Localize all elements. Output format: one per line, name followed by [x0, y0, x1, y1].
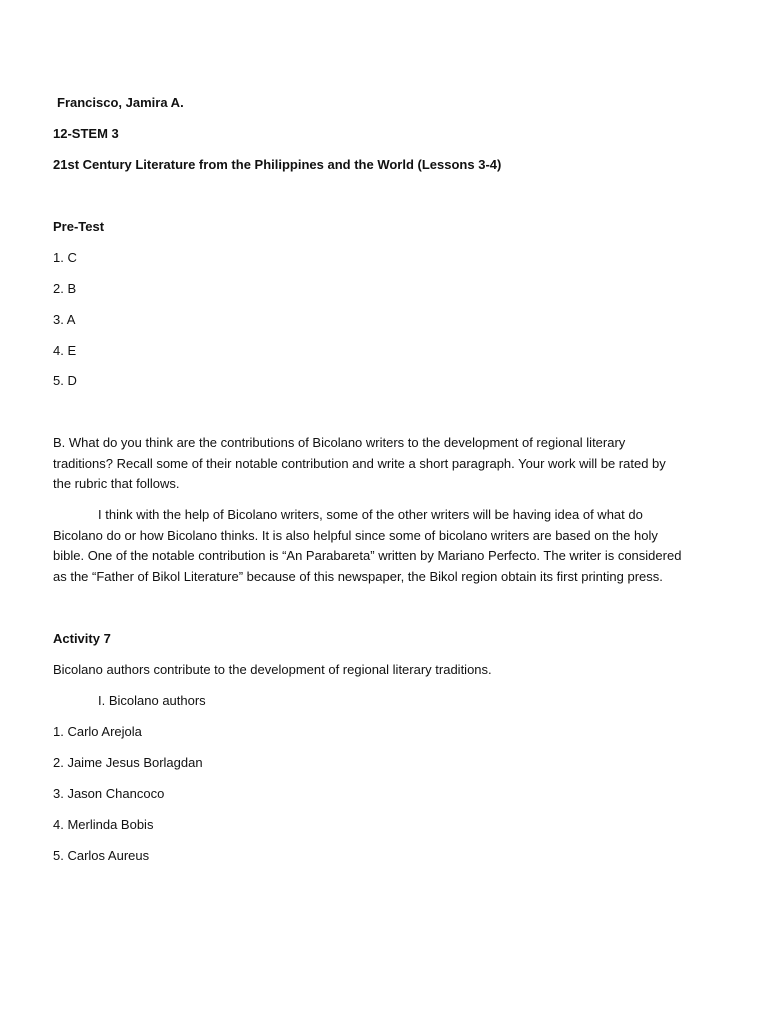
pretest-answer: 4. E — [53, 342, 77, 358]
document-page — [53, 93, 683, 866]
author-list-item: 4. Merlinda Bobis — [53, 816, 154, 832]
activity7-title: Activity 7 — [53, 630, 111, 646]
part-b-question: B. What do you think are the contributions of Bicolano writers to the development of regional literary traditions? Recall some of their notable contribution and write a short paragraph. Your work will be rated by the rubric that follows. — [53, 435, 666, 492]
part-b-answer: I think with the help of Bicolano writers, some of the other writers will be having idea of what do Bicolano do or how Bicolano thinks. It is also helpful since some of bicolano writers are based on the holy bible. One of the notable contribution is “An Parabareta” written by Mariano Perfecto. The writer is considered as the “Father of Bikol Literature” because of this newspaper, the Bikol region obtain its first printing press. — [53, 507, 682, 585]
author-list-item: 3. Jason Chancoco — [53, 785, 165, 801]
course-title: 21st Century Literature from the Philippines and the World (Lessons 3-4) — [53, 156, 502, 172]
activity7-intro: Bicolano authors contribute to the development of regional literary traditions. — [53, 661, 492, 677]
activity7-subheading: I. Bicolano authors — [98, 692, 206, 708]
student-section: 12-STEM 3 — [53, 125, 119, 141]
pretest-title: Pre-Test — [53, 218, 105, 234]
pretest-answer: 5. D — [53, 373, 77, 389]
pretest-answer: 2. B — [53, 280, 77, 296]
author-list-item: 2. Jaime Jesus Borlagdan — [53, 754, 203, 770]
pretest-answer: 1. C — [53, 249, 77, 265]
author-list-item: 1. Carlo Arejola — [53, 723, 142, 739]
student-name: Francisco, Jamira A. — [57, 95, 184, 110]
author-list-item: 5. Carlos Aureus — [53, 847, 150, 863]
pretest-answer: 3. A — [53, 311, 76, 327]
